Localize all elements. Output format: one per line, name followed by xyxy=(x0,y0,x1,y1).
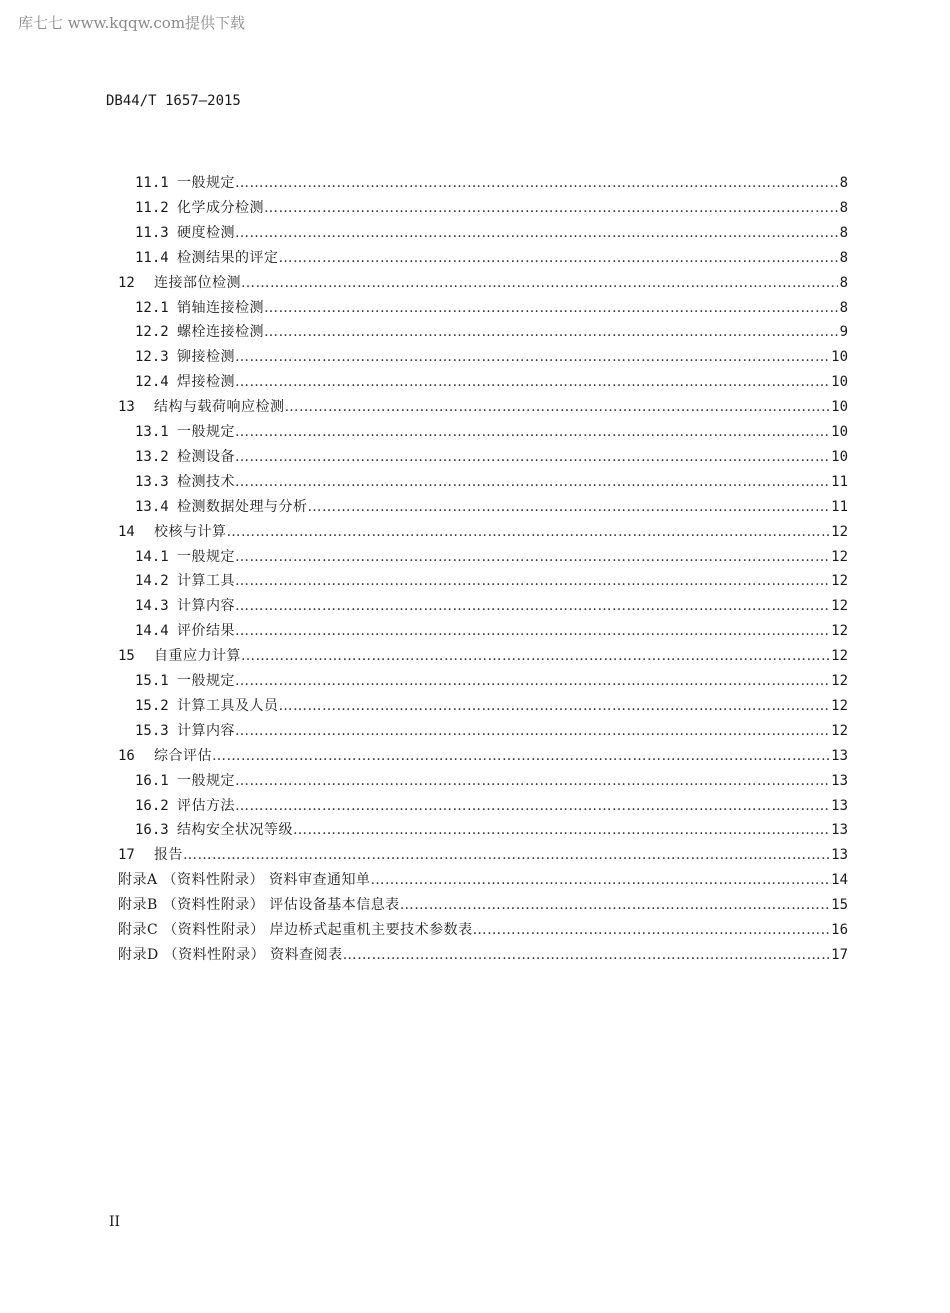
toc-entry-page-number: 13 xyxy=(831,747,848,764)
toc-section-entry[interactable] xyxy=(135,794,848,818)
toc-dot-leader xyxy=(241,271,838,295)
toc-entry-title: 一般规定 xyxy=(177,175,235,191)
toc-dot-leader xyxy=(235,420,831,444)
toc-entry-number: 16.3 xyxy=(135,822,169,839)
toc-section-entry[interactable] xyxy=(135,320,848,344)
toc-dot-leader xyxy=(235,719,831,743)
toc-entry-number: 14.4 xyxy=(135,623,169,640)
document-code: DB44/T 1657—2015 xyxy=(106,93,241,109)
toc-entry-title: 一般规定 xyxy=(177,548,235,565)
toc-dot-leader xyxy=(264,320,838,344)
toc-entry-title: 计算工具及人员 xyxy=(177,697,279,714)
toc-entry-page-number: 16 xyxy=(831,922,848,938)
toc-entry-page-number: 8 xyxy=(839,299,848,316)
toc-entry-number: 14.1 xyxy=(135,548,169,565)
toc-section-entry[interactable] xyxy=(135,196,848,220)
toc-entry-page-number: 8 xyxy=(839,224,848,241)
toc-dot-leader xyxy=(235,594,831,618)
toc-entry-title: 硬度检测 xyxy=(177,224,235,241)
toc-entry-title: 一般规定 xyxy=(177,424,235,440)
toc-appendix-entry[interactable] xyxy=(118,868,848,892)
toc-entry-number: 11.1 xyxy=(135,175,169,191)
toc-section-entry[interactable] xyxy=(135,545,848,569)
toc-entry-title: 附录B （资料性附录） 评估设备基本信息表 xyxy=(118,897,400,914)
toc-entry-title: 自重应力计算 xyxy=(154,648,241,665)
toc-entry-number: 14 xyxy=(118,523,135,540)
toc-entry-number: 12 xyxy=(118,274,135,291)
toc-entry-page-number: 12 xyxy=(831,523,848,540)
toc-section-entry[interactable] xyxy=(135,470,848,494)
toc-entry-page-number: 10 xyxy=(831,448,848,465)
toc-entry-page-number: 8 xyxy=(839,175,848,191)
toc-entry-page-number: 12 xyxy=(831,673,848,689)
toc-entry-number: 13 xyxy=(118,399,135,416)
toc-dot-leader xyxy=(235,619,831,643)
toc-dot-leader xyxy=(235,569,831,593)
toc-entry-title: 一般规定 xyxy=(177,772,235,789)
toc-entry-page-number: 11 xyxy=(831,498,848,515)
toc-section-entry[interactable] xyxy=(135,420,848,444)
toc-dot-leader xyxy=(227,520,832,544)
toc-section-entry[interactable] xyxy=(135,246,848,270)
toc-section-entry[interactable] xyxy=(135,818,848,842)
toc-entry-number: 14.3 xyxy=(135,598,169,615)
toc-dot-leader xyxy=(279,246,839,270)
toc-entry-number: 14.2 xyxy=(135,573,169,590)
toc-section-entry[interactable] xyxy=(135,594,848,618)
toc-chapter-entry[interactable] xyxy=(118,843,848,867)
toc-entry-page-number: 8 xyxy=(839,249,848,266)
toc-dot-leader xyxy=(264,196,838,220)
toc-appendix-entry[interactable] xyxy=(118,893,848,917)
watermark-text: 库七七 www.kqqw.com提供下载 xyxy=(18,14,246,32)
toc-entry-page-number: 15 xyxy=(831,897,848,914)
toc-chapter-entry[interactable] xyxy=(118,520,848,544)
toc-entry-page-number: 17 xyxy=(831,946,848,963)
toc-dot-leader xyxy=(235,171,838,195)
toc-entry-number: 11.4 xyxy=(135,249,169,266)
toc-dot-leader xyxy=(235,769,831,793)
toc-entry-number: 16.2 xyxy=(135,797,169,814)
toc-section-entry[interactable] xyxy=(135,370,848,394)
toc-entry-page-number: 10 xyxy=(831,349,848,366)
toc-dot-leader xyxy=(473,918,832,942)
toc-dot-leader xyxy=(279,694,832,718)
toc-dot-leader xyxy=(235,794,831,818)
toc-entry-title: 一般规定 xyxy=(177,673,235,689)
toc-entry-page-number: 8 xyxy=(839,274,848,291)
toc-entry-title: 计算内容 xyxy=(177,598,235,615)
toc-entry-page-number: 10 xyxy=(831,399,848,416)
toc-dot-leader xyxy=(241,644,831,668)
toc-entry-title: 销轴连接检测 xyxy=(177,299,264,316)
toc-dot-leader xyxy=(235,445,831,469)
toc-entry-title: 检测结果的评定 xyxy=(177,249,279,266)
toc-chapter-entry[interactable] xyxy=(118,744,848,768)
toc-entry-page-number: 10 xyxy=(831,374,848,391)
toc-entry-number: 12.2 xyxy=(135,324,169,341)
toc-dot-leader xyxy=(264,296,838,320)
toc-section-entry[interactable] xyxy=(135,171,848,195)
toc-entry-page-number: 12 xyxy=(831,573,848,590)
toc-dot-leader xyxy=(371,868,832,892)
toc-entry-page-number: 12 xyxy=(831,623,848,640)
toc-entry-title: 铆接检测 xyxy=(177,349,235,366)
toc-entry-title: 评价结果 xyxy=(177,623,235,640)
toc-entry-page-number: 11 xyxy=(831,473,848,490)
toc-dot-leader xyxy=(235,221,838,245)
toc-entry-page-number: 12 xyxy=(831,697,848,714)
toc-entry-page-number: 14 xyxy=(831,872,848,889)
toc-chapter-entry[interactable] xyxy=(118,644,848,668)
toc-dot-leader xyxy=(235,545,831,569)
toc-dot-leader xyxy=(235,345,831,369)
toc-dot-leader xyxy=(285,395,832,419)
toc-entry-title: 化学成分检测 xyxy=(177,199,264,216)
toc-section-entry[interactable] xyxy=(135,619,848,643)
toc-entry-page-number: 12 xyxy=(831,598,848,615)
toc-entry-number: 12.1 xyxy=(135,299,169,316)
toc-entry-page-number: 10 xyxy=(831,424,848,440)
toc-entry-title: 计算内容 xyxy=(177,722,235,739)
toc-entry-page-number: 12 xyxy=(831,548,848,565)
toc-section-entry[interactable] xyxy=(135,345,848,369)
toc-section-entry[interactable] xyxy=(135,495,848,519)
toc-section-entry[interactable] xyxy=(135,694,848,718)
toc-dot-leader xyxy=(308,495,832,519)
toc-dot-leader xyxy=(400,893,831,917)
toc-entry-number: 12.4 xyxy=(135,374,169,391)
toc-entry-title: 综合评估 xyxy=(154,747,212,764)
toc-chapter-entry[interactable] xyxy=(118,395,848,419)
toc-entry-title: 检测设备 xyxy=(177,448,235,465)
toc-section-entry[interactable] xyxy=(135,669,848,693)
toc-entry-number: 13.3 xyxy=(135,473,169,490)
toc-dot-leader xyxy=(183,843,831,867)
toc-entry-page-number: 8 xyxy=(839,199,848,216)
toc-entry-page-number: 13 xyxy=(831,822,848,839)
toc-entry-number: 15 xyxy=(118,648,135,665)
toc-entry-number: 17 xyxy=(118,847,135,864)
toc-entry-title: 校核与计算 xyxy=(154,523,227,540)
toc-entry-page-number: 13 xyxy=(831,797,848,814)
toc-entry-number: 11.3 xyxy=(135,224,169,241)
toc-entry-title: 检测技术 xyxy=(177,473,235,490)
toc-section-entry[interactable] xyxy=(135,445,848,469)
toc-entry-title: 附录D （资料性附录） 资料查阅表 xyxy=(118,946,343,963)
toc-entry-number: 12.3 xyxy=(135,349,169,366)
toc-entry-number: 15.3 xyxy=(135,722,169,739)
toc-entry-number: 16.1 xyxy=(135,772,169,789)
toc-entry-page-number: 12 xyxy=(831,648,848,665)
toc-entry-title: 焊接检测 xyxy=(177,374,235,391)
toc-dot-leader xyxy=(235,669,831,693)
toc-dot-leader xyxy=(293,818,831,842)
toc-entry-title: 报告 xyxy=(154,847,183,864)
toc-section-entry[interactable] xyxy=(135,719,848,743)
toc-entry-page-number: 13 xyxy=(831,772,848,789)
toc-section-entry[interactable] xyxy=(135,769,848,793)
toc-dot-leader xyxy=(235,370,831,394)
toc-entry-number: 13.4 xyxy=(135,498,169,515)
toc-entry-page-number: 9 xyxy=(839,324,848,341)
toc-dot-leader xyxy=(343,943,832,967)
toc-section-entry[interactable] xyxy=(135,221,848,245)
toc-entry-title: 结构安全状况等级 xyxy=(177,822,293,839)
toc-entry-number: 13.1 xyxy=(135,424,169,440)
toc-entry-page-number: 12 xyxy=(831,722,848,739)
toc-entry-number: 15.1 xyxy=(135,673,169,689)
toc-section-entry[interactable] xyxy=(135,296,848,320)
toc-entry-title: 计算工具 xyxy=(177,573,235,590)
toc-entry-title: 附录A （资料性附录） 资料审查通知单 xyxy=(118,872,371,889)
toc-entry-number: 16 xyxy=(118,747,135,764)
toc-section-entry[interactable] xyxy=(135,569,848,593)
toc-dot-leader xyxy=(212,744,831,768)
toc-entry-title: 附录C （资料性附录） 岸边桥式起重机主要技术参数表 xyxy=(118,922,473,938)
toc-entry-number: 15.2 xyxy=(135,697,169,714)
toc-entry-number: 13.2 xyxy=(135,448,169,465)
toc-entry-title: 结构与载荷响应检测 xyxy=(154,399,285,416)
toc-dot-leader xyxy=(235,470,831,494)
toc-entry-number: 11.2 xyxy=(135,199,169,216)
toc-entry-title: 连接部位检测 xyxy=(154,274,241,291)
toc-chapter-entry[interactable] xyxy=(118,271,848,295)
toc-entry-title: 评估方法 xyxy=(177,797,235,814)
toc-entry-title: 螺栓连接检测 xyxy=(177,324,264,341)
toc-entry-page-number: 13 xyxy=(831,847,848,864)
toc-appendix-entry[interactable] xyxy=(118,943,848,967)
toc-entry-title: 检测数据处理与分析 xyxy=(177,498,308,515)
page-number: II xyxy=(109,1214,121,1230)
toc-appendix-entry[interactable] xyxy=(118,918,848,942)
